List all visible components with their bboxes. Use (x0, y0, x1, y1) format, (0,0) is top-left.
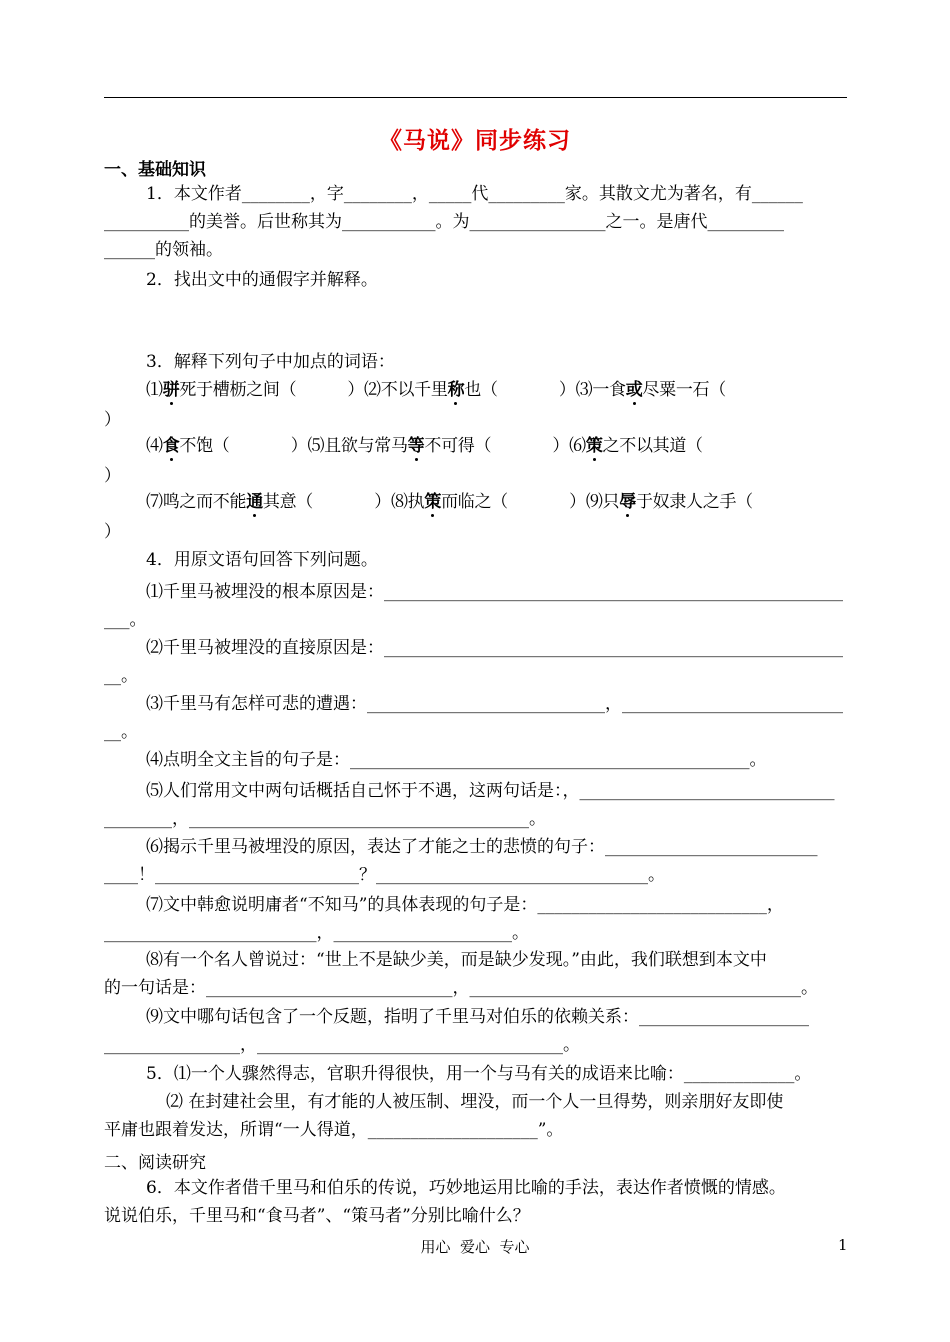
q3-row1-blank2: ）⑶一食 (497, 380, 626, 400)
section-heading-basics: 一、基础知识 (104, 160, 206, 180)
dotted-word: 辱 (619, 492, 636, 512)
q4-item6-cont: ____！________________________？________________________________。 (104, 865, 665, 885)
q3-row3-text2: 而临之（ (441, 492, 508, 512)
q3-row1-text3: 尽粟一石（ (642, 380, 726, 400)
q4-item8-cont: 的一句话是：_____________________________，_______________________________________。 (104, 978, 818, 998)
q3-row1-close: ） (104, 410, 121, 430)
q3-row2-text2: 不可得（ (424, 436, 492, 456)
q1-line3: ______的领袖。 (104, 240, 223, 260)
q4-item3-cont: __。 (104, 722, 138, 742)
q4-item7-cont: _________________________，_____________________。 (104, 923, 529, 943)
q4-item9-cont: ________________，____________________________________。 (104, 1035, 580, 1055)
q3-row3 (146, 492, 753, 512)
q5-line2: ⑵ 在封建社会里，有才能的人被压制、埋没，而一个人一旦得势，则亲朋好友即使 (166, 1092, 784, 1112)
q4-item2: ⑵千里马被埋没的直接原因是：______________________________________________________ (146, 638, 843, 658)
q4-item6: ⑹揭示千里马被埋没的原因，表达了才能之士的悲愤的句子：_________________________ (146, 837, 818, 857)
q3-row1 (146, 380, 726, 400)
q5-line3: 平庸也跟着发达，所谓“一人得道，____________________”。 (104, 1120, 564, 1140)
q3-row1-num: ⑴ (146, 380, 163, 400)
q3-row1-blank: ）⑵不以千里 (296, 380, 448, 400)
q4-item8: ⑻有一个名人曾说过：“世上不是缺少美，而是缺少发现。”由此，我们联想到本文中 (146, 950, 767, 970)
q6-line2: 说说伯乐，千里马和“食马者”、“策马者”分别比喻什么？ (104, 1206, 530, 1226)
q3-row3-close: ） (104, 522, 121, 542)
page-title: 《马说》同步练习 (379, 127, 571, 154)
q3-row2-num: ⑷ (146, 436, 163, 456)
q5-line1: 5．⑴一个人骤然得志，官职升得很快，用一个与马有关的成语来比喻：_____________。 (146, 1064, 812, 1084)
dotted-word: 食 (162, 436, 180, 456)
q3-row3-blank: ）⑻执 (313, 492, 425, 512)
section-heading-reading: 二、阅读研究 (104, 1153, 206, 1173)
page-footer: 用心 爱心 专心 (420, 1238, 530, 1256)
q3-row2-blank: ）⑸且欲与常马 (229, 436, 408, 456)
q3-row2-close: ） (104, 466, 121, 486)
dotted-word: 或 (625, 380, 643, 400)
q3-row2-text: 不饱（ (179, 436, 230, 456)
q4-item3: ⑶千里马有怎样可悲的遭遇：____________________________，__________________________ (146, 694, 843, 714)
q3-row3-text3: 于奴隶人之手（ (635, 492, 753, 512)
q1-line1: 1．本文作者________，字________，_____代_________家。其散文尤为著名，有______ (146, 184, 803, 204)
q4-item5-cont: ________，________________________________________。 (104, 809, 546, 829)
header-rule (104, 97, 847, 98)
dotted-word: 策 (424, 492, 442, 512)
dotted-word: 称 (447, 380, 465, 400)
dotted-word: 等 (407, 436, 425, 456)
q3-row1-text2: 也（ (464, 380, 498, 400)
q3-title: 3．解释下列句子中加点的词语： (146, 352, 395, 372)
q6-line1: 6．本文作者借千里马和伯乐的传说，巧妙地运用比喻的手法，表达作者愤慨的情感。 (146, 1178, 786, 1198)
q4-item1: ⑴千里马被埋没的根本原因是：______________________________________________________ (146, 582, 843, 602)
q4-item4: ⑷点明全文主旨的句子是：_______________________________________________。 (146, 750, 767, 770)
q3-row2-text3: 之不以其道（ (602, 436, 703, 456)
q1-line2: __________的美誉。后世称其为___________。为________________之一。是唐代_________ (104, 212, 784, 232)
q2-text: 2．找出文中的通假字并解释。 (146, 270, 378, 290)
q4-item1-cont: ___。 (104, 610, 147, 630)
q4-item9: ⑼文中哪句话包含了一个反题，指明了千里马对伯乐的依赖关系：____________________ (146, 1007, 809, 1027)
dotted-word: 策 (585, 436, 603, 456)
q4-item7: ⑺文中韩愈说明庸者“不知马”的具体表现的句子是：___________________________， (146, 895, 784, 915)
q3-row3-text1: 其意（ (262, 492, 314, 512)
page-number: 1 (838, 1236, 848, 1254)
dotted-word: 骈 (162, 380, 180, 400)
dotted-word: 通 (246, 492, 263, 512)
q3-row2 (146, 436, 703, 456)
q3-row2-blank2: ）⑹ (491, 436, 586, 456)
q3-row1-text: 死于槽枥之间（ (179, 380, 297, 400)
q4-item2-cont: __。 (104, 666, 138, 686)
q4-title: 4．用原文语句回答下列问题。 (146, 550, 378, 570)
q3-row3-text: ⑺鸣之而不能 (146, 492, 247, 512)
q4-item5: ⑸人们常用文中两句话概括自己怀于不遇，这两句话是：，______________________________ (146, 781, 835, 801)
q3-row3-blank2: ）⑼只 (507, 492, 620, 512)
